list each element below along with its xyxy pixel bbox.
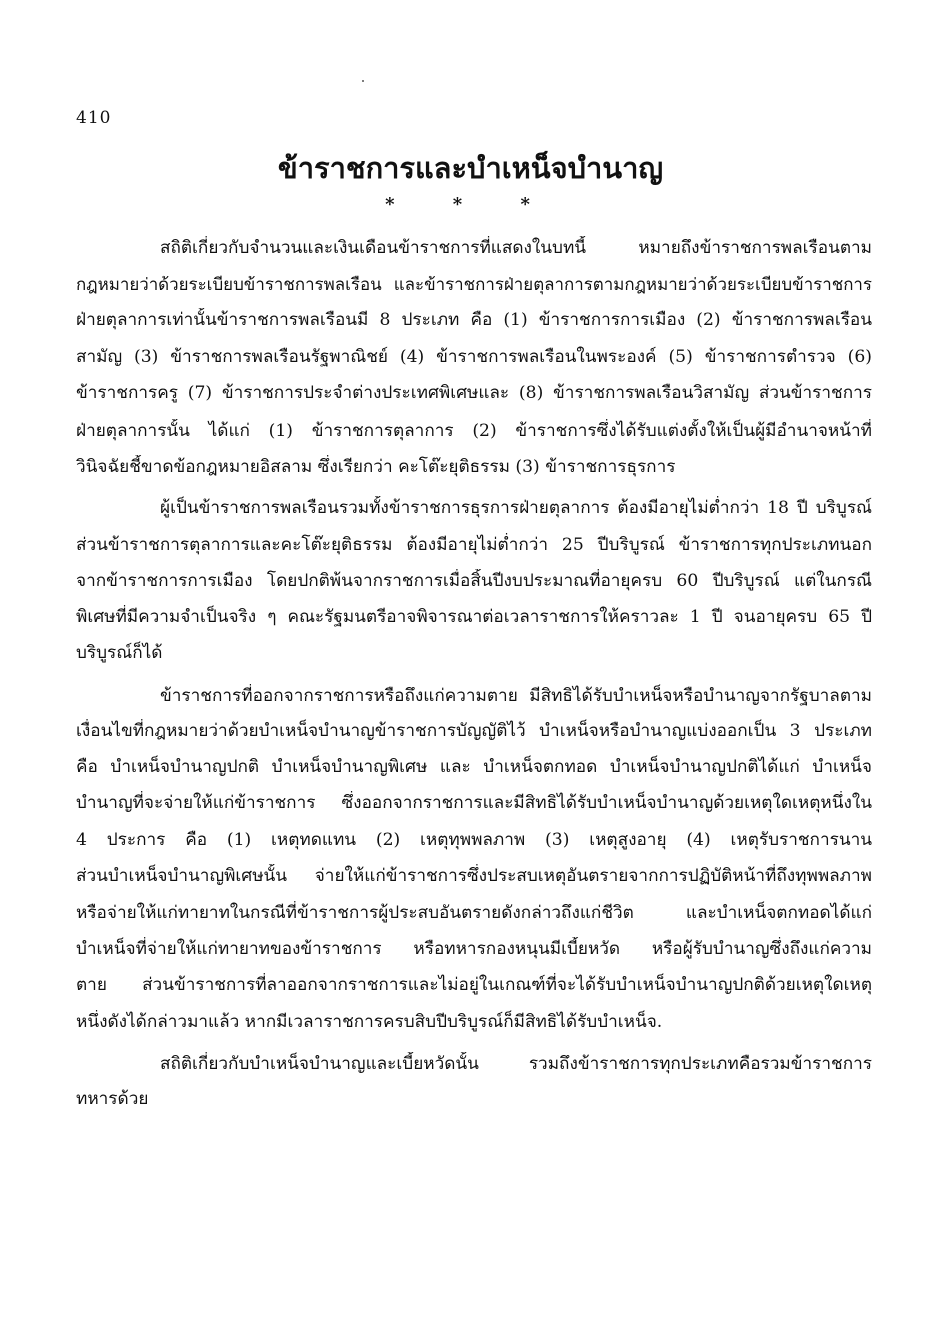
page-number: 410 <box>76 108 112 128</box>
text-line: สามัญ (3) ข้าราชการพลเรือนรัฐพาณิชย์ (4) ข้าราชการพลเรือนในพระองค์ (5) ข้าราชการตำรวจ (6) <box>76 347 872 367</box>
text-line: พิเศษที่มีความจำเป็นจริง ๆ คณะรัฐมนตรีอาจพิจารณาต่อเวลาราชการให้คราวละ 1 ปี จนอายุครบ 65 ปี <box>76 607 872 627</box>
text-line: บำเหน็จที่จ่ายให้แก่ทายาทของข้าราชการ หรือทหารกองหนุนมีเบี้ยหวัด หรือผู้รับบำนาญซึ่งถึงแก่ความ <box>76 939 872 959</box>
text-line: คือ บำเหน็จบำนาญปกติ บำเหน็จบำนาญพิเศษ และ บำเหน็จตกทอด บำเหน็จบำนาญปกติได้แก่ บำเหน็จ <box>76 757 872 777</box>
text-line: ทหารด้วย <box>76 1089 149 1109</box>
page-title: ข้าราชการและบำเหน็จบำนาญ <box>277 151 664 185</box>
text-line: วินิจฉัยชี้ขาดข้อกฎหมายอิสลาม ซึ่งเรียกว่า คะโต๊ะยุติธรรม (3) ข้าราชการธุรการ <box>76 457 676 477</box>
text-line: ผู้เป็นข้าราชการพลเรือนรวมทั้งข้าราชการธุรการฝ่ายตุลาการ ต้องมีอายุไม่ต่ำกว่า 18 ปี บริบูรณ์ <box>160 498 872 518</box>
scan-speck <box>362 80 364 82</box>
text-line: 4 ประการ คือ (1) เหตุทดแทน (2) เหตุทุพพลภาพ (3) เหตุสูงอายุ (4) เหตุรับราชการนาน <box>76 830 872 850</box>
text-line: ฝ่ายตุลาการนั้น ได้แก่ (1) ข้าราชการตุลาการ (2) ข้าราชการซึ่งได้รับแต่งตั้งให้เป็นผู้มีอำนาจหน้าที่ <box>76 421 872 441</box>
text-line: หรือจ่ายให้แก่ทายาทในกรณีที่ข้าราชการผู้ประสบอันตรายดังกล่าวถึงแก่ชีวิต และบำเหน็จตกทอดได้แก่ <box>76 903 872 923</box>
text-line: ฝ่ายตุลาการเท่านั้นข้าราชการพลเรือนมี 8 ประเภท คือ (1) ข้าราชการการเมือง (2) ข้าราชการพลเรือน <box>76 310 872 330</box>
text-line: ข้าราชการที่ออกจากราชการหรือถึงแก่ความตาย มีสิทธิได้รับบำเหน็จหรือบำนาญจากรัฐบาลตาม <box>160 686 872 706</box>
section-ornament: * * * <box>385 194 556 215</box>
text-line: ส่วนบำเหน็จบำนาญพิเศษนั้น จ่ายให้แก่ข้าราชการซึ่งประสบเหตุอันตรายจากการปฏิบัติหน้าที่ถึงทุพพลภาพ <box>76 866 872 886</box>
text-line: บำนาญที่จะจ่ายให้แก่ข้าราชการ ซึ่งออกจากราชการและมีสิทธิได้รับบำเหน็จบำนาญด้วยเหตุใดเหตุหนึ่งใน <box>76 793 872 813</box>
text-line: ตาย ส่วนข้าราชการที่ลาออกจากราชการและไม่อยู่ในเกณฑ์ที่จะได้รับบำเหน็จบำนาญปกติด้วยเหตุใดเหตุ <box>76 975 872 995</box>
text-line: สถิติเกี่ยวกับบำเหน็จบำนาญและเบี้ยหวัดนั้น รวมถึงข้าราชการทุกประเภทคือรวมข้าราชการ <box>160 1054 872 1074</box>
text-line: ส่วนข้าราชการตุลาการและคะโต๊ะยุติธรรม ต้องมีอายุไม่ต่ำกว่า 25 ปีบริบูรณ์ ข้าราชการทุกประเภทนอก <box>76 535 872 555</box>
text-line: หนึ่งดังได้กล่าวมาแล้ว หากมีเวลาราชการครบสิบปีบริบูรณ์ก็มีสิทธิได้รับบำเหน็จ. <box>76 1012 663 1032</box>
text-line: สถิติเกี่ยวกับจำนวนและเงินเดือนข้าราชการที่แสดงในบทนี้ หมายถึงข้าราชการพลเรือนตาม <box>160 238 872 258</box>
text-line: กฎหมายว่าด้วยระเบียบข้าราชการพลเรือน และข้าราชการฝ่ายตุลาการตามกฎหมายว่าด้วยระเบียบข้าราชการ <box>76 274 872 294</box>
text-line: จากข้าราชการการเมือง โดยปกติพ้นจากราชการเมื่อสิ้นปีงบประมาณที่อายุครบ 60 ปีบริบูรณ์ แต่ในกรณี <box>76 571 872 591</box>
text-line: เงื่อนไขที่กฎหมายว่าด้วยบำเหน็จบำนาญข้าราชการบัญญัติไว้ บำเหน็จหรือบำนาญแบ่งออกเป็น 3 ประเภท <box>76 721 872 741</box>
text-line: บริบูรณ์ก็ได้ <box>76 643 163 663</box>
text-line: ข้าราชการครู (7) ข้าราชการประจำต่างประเทศพิเศษและ (8) ข้าราชการพลเรือนวิสามัญ ส่วนข้าราชการ <box>76 383 872 403</box>
